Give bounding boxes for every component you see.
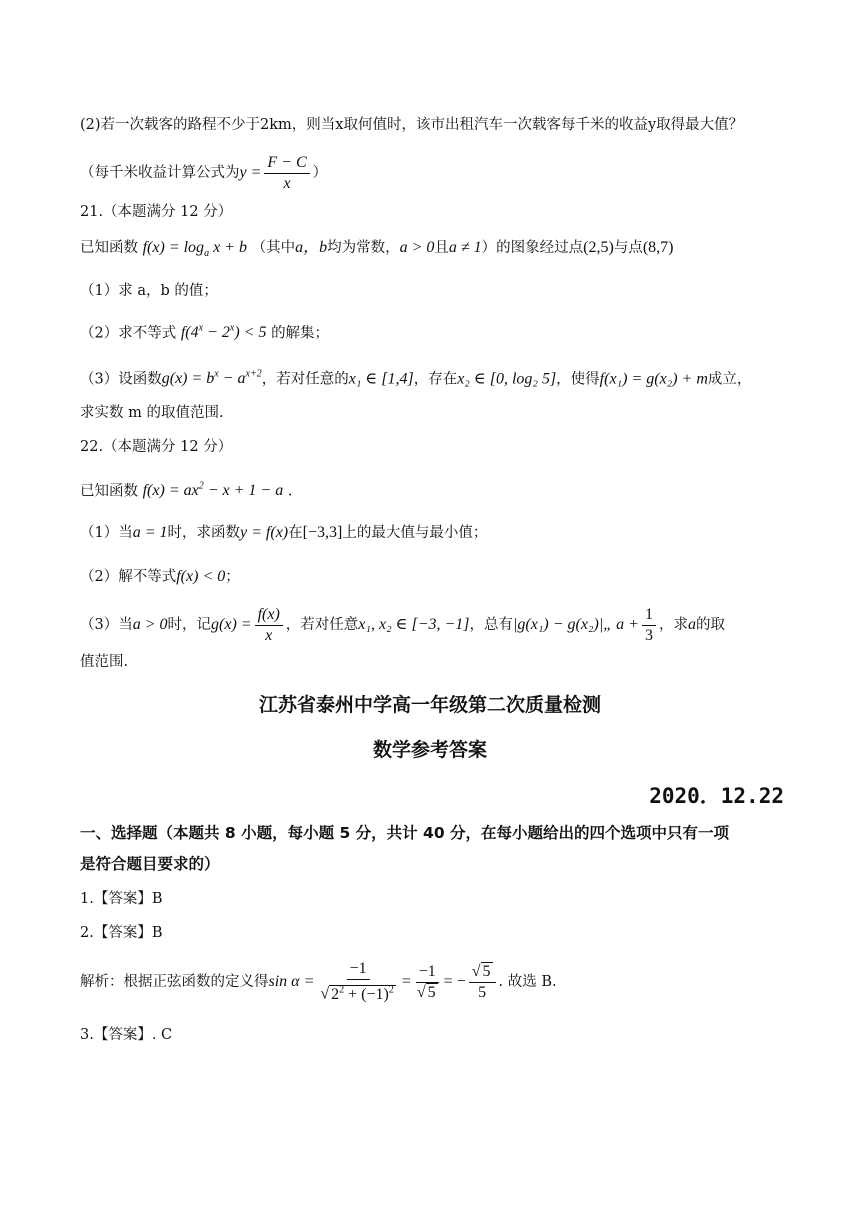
q22-part1 bbox=[80, 522, 788, 544]
answer-2-frac1-base: 2 bbox=[331, 985, 340, 1003]
q22-function-exp: 2 bbox=[198, 481, 204, 492]
q21-inequality-exp2: x bbox=[229, 323, 235, 334]
section-1-heading-line2: 是符合题目要求的） bbox=[80, 855, 220, 873]
q21-part2 bbox=[80, 318, 788, 344]
answer-2-frac2-num: −1 bbox=[416, 962, 439, 983]
q22-g-denominator: x bbox=[265, 626, 273, 644]
q20-fraction-denominator: x bbox=[283, 174, 291, 192]
q22-function bbox=[143, 482, 284, 499]
q21-stem-h: ）的图象经过点 bbox=[481, 240, 584, 256]
q21-inequality-a: f(4 bbox=[180, 324, 199, 342]
q22-part1-e: 在 bbox=[288, 525, 303, 541]
q22-part2 bbox=[80, 566, 788, 588]
answer-2 bbox=[80, 922, 788, 944]
q21-log-base: a bbox=[204, 248, 210, 260]
q22-part1-a: （1）当 bbox=[80, 525, 133, 541]
q21-equation: f(x₁) = g(x₂) + m bbox=[599, 370, 708, 388]
q22-part3-f: x₁, x₂ ∈ [−3, −1] bbox=[358, 616, 470, 633]
answers-title: 江苏省泰州中学高一年级第二次质量检测 bbox=[258, 694, 601, 716]
q20-fraction bbox=[264, 153, 309, 194]
answer-2-text: 2.【答案】B bbox=[80, 925, 163, 941]
answer-2-conclusion: . 故选 B. bbox=[498, 974, 557, 990]
q22-stem-d: . bbox=[287, 483, 293, 500]
q22-part1-d: y = f(x) bbox=[240, 524, 289, 541]
q22-part2-b: f(x) < 0 bbox=[176, 568, 226, 585]
q21-g-exp1: x bbox=[214, 369, 219, 380]
q21-part3-j: 成立， bbox=[707, 371, 752, 388]
answer-3-text: 3.【答案】. C bbox=[80, 1027, 173, 1043]
q20-formula-suffix: ） bbox=[312, 165, 328, 181]
answer-2-fraction-1 bbox=[317, 959, 398, 1004]
answer-2-frac3-den: 5 bbox=[478, 983, 487, 1001]
q22-part3-b: a > 0 bbox=[132, 616, 168, 633]
q22-function-b: − x + 1 − a bbox=[203, 482, 284, 500]
q21-stem-f: 且 bbox=[434, 240, 449, 256]
q22-part3-g: ，总有 bbox=[469, 617, 514, 633]
section-1-heading-line1: 一、选择题（本题共 8 小题，每小题 5 分，共计 40 分，在每小题给出的四个选项中只有一项 bbox=[80, 824, 730, 842]
q22-part3-a: （3）当 bbox=[80, 617, 133, 633]
sqrt-icon: √ bbox=[416, 983, 426, 1001]
q22-part3-l: 值范围. bbox=[80, 654, 129, 670]
q22-part1-b: a = 1 bbox=[132, 524, 168, 541]
answer-2-fraction-3 bbox=[469, 962, 496, 1003]
q21-x1-range: x₁ ∈ [1,4] bbox=[348, 370, 414, 388]
q21-part1-text: （1）求 a，b 的值； bbox=[80, 283, 218, 299]
answers-date: 2020．12.22 bbox=[649, 784, 784, 808]
q22-header-text: 22.（本题满分 12 分） bbox=[80, 439, 233, 455]
q21-g-b: − a bbox=[218, 370, 246, 388]
answer-3 bbox=[80, 1024, 788, 1046]
q21-part2-a: （2）求不等式 bbox=[80, 325, 177, 342]
q21-stem-a: 已知函数 bbox=[80, 240, 138, 256]
q20-part2-text: (2)若一次载客的路程不少于2km，则当x取何值时，该市出租汽车一次载客每千米的收益y取得最大值？ bbox=[80, 117, 744, 133]
answer-2-frac2-den bbox=[414, 983, 441, 1003]
q21-g-a: g(x) = b bbox=[161, 370, 215, 388]
q22-stem-a: 已知函数 bbox=[80, 483, 138, 500]
answer-2-explanation bbox=[80, 954, 788, 1010]
q21-part3-d: ，若对任意的 bbox=[261, 371, 349, 388]
answer-2-exp-a: 解析：根据正弦函数的定义得 bbox=[80, 974, 269, 990]
q21-stem-b: （其中 bbox=[251, 240, 296, 256]
answer-2-equals-neg: = − bbox=[443, 973, 466, 990]
q21-function-head: f(x) = log bbox=[142, 239, 205, 256]
q21-stem-e: a > 0 bbox=[399, 239, 435, 256]
q22-part3-cont bbox=[80, 651, 788, 673]
answer-2-frac1-exp2: 2 bbox=[388, 984, 394, 996]
q22-part3-h: |g(x₁) − g(x₂)|„ a + bbox=[513, 616, 639, 633]
answer-2-frac1-radicand bbox=[329, 985, 396, 1003]
answer-2-frac1-term: + (−1) bbox=[344, 985, 389, 1003]
answer-1 bbox=[80, 888, 788, 910]
q21-part3-cont bbox=[80, 402, 788, 424]
answer-2-equals: = bbox=[401, 973, 411, 990]
q21-point-2: (8,7) bbox=[642, 239, 674, 256]
q21-point-1: (2,5) bbox=[583, 239, 614, 256]
q21-inequality bbox=[181, 324, 267, 341]
q22-part3-e: ，若对任意 bbox=[285, 617, 359, 633]
q22-g-numerator: f(x) bbox=[255, 605, 283, 626]
answer-2-frac3-radicand: 5 bbox=[482, 962, 491, 980]
q21-part3-h: ，使得 bbox=[556, 371, 600, 388]
q22-third-numerator: 1 bbox=[642, 605, 656, 626]
q21-part3-a: （3）设函数 bbox=[80, 371, 162, 388]
q21-stem bbox=[80, 237, 788, 265]
answer-2-sin: sin α = bbox=[268, 973, 315, 990]
q20-formula-prefix: （每千米收益计算公式为 bbox=[80, 165, 240, 181]
q21-part3-f: ，存在 bbox=[413, 371, 458, 388]
q22-part3-c: 时，记 bbox=[167, 617, 212, 633]
q21-header-text: 21.（本题满分 12 分） bbox=[80, 204, 233, 220]
q21-function-tail: x + b bbox=[209, 239, 247, 256]
q22-stem bbox=[80, 476, 788, 502]
q20-formula bbox=[80, 150, 788, 196]
answer-2-frac2-radicand: 5 bbox=[427, 983, 436, 1001]
answer-2-fraction-2 bbox=[414, 962, 441, 1003]
q21-g-exp2: x+2 bbox=[245, 369, 262, 380]
sqrt-icon: √ bbox=[471, 962, 481, 980]
q21-x2-range: x₂ ∈ [0, log₂ 5] bbox=[457, 370, 557, 388]
q22-part2-a: （2）解不等式 bbox=[80, 569, 177, 585]
q22-part3-i: ，求 bbox=[658, 617, 688, 633]
q21-function bbox=[142, 239, 247, 260]
q22-third-fraction bbox=[642, 605, 656, 646]
q21-part3 bbox=[80, 364, 788, 390]
q22-part1-c: 时，求函数 bbox=[167, 525, 241, 541]
q20-part2 bbox=[80, 114, 788, 136]
q21-inequality-exp1: x bbox=[198, 323, 204, 334]
q20-fraction-numerator: F − C bbox=[264, 153, 309, 174]
q21-stem-j: 与点 bbox=[613, 240, 643, 256]
q22-part3-k: 的取 bbox=[695, 617, 725, 633]
q22-part3 bbox=[80, 600, 788, 650]
q21-part2-e: 的解集； bbox=[271, 325, 330, 342]
q22-part1-g: 上的最大值与最小值； bbox=[342, 525, 488, 541]
answer-2-frac1-num: −1 bbox=[347, 959, 370, 980]
q21-part3-k: 求实数 m 的取值范围. bbox=[80, 405, 224, 421]
answer-2-frac1-den bbox=[317, 980, 398, 1004]
q21-header bbox=[80, 201, 788, 223]
q22-header bbox=[80, 436, 788, 458]
q22-part1-interval: [−3,3] bbox=[302, 524, 343, 541]
answer-2-frac3-num bbox=[469, 962, 496, 983]
sqrt-icon: √ bbox=[320, 985, 330, 1003]
q21-g-function bbox=[162, 370, 262, 387]
q22-function-a: f(x) = ax bbox=[142, 482, 199, 500]
q20-formula-lhs: y = bbox=[239, 164, 262, 181]
answers-subtitle: 数学参考答案 bbox=[372, 739, 487, 761]
q21-inequality-b: − 2 bbox=[203, 324, 230, 342]
q21-part1 bbox=[80, 280, 788, 302]
q21-stem-g: a ≠ 1 bbox=[448, 239, 482, 256]
q21-inequality-c: ) < 5 bbox=[234, 324, 267, 342]
q22-part3-j: a bbox=[687, 616, 696, 633]
q22-third-denominator: 3 bbox=[644, 626, 653, 644]
q21-stem-d: 均为常数， bbox=[327, 240, 400, 256]
q22-part2-c: ； bbox=[225, 569, 240, 585]
q22-g-fraction bbox=[255, 605, 283, 646]
answer-1-text: 1.【答案】B bbox=[80, 891, 163, 907]
q22-part3-d: g(x) = bbox=[211, 616, 252, 633]
answer-2-frac1-exp1: 2 bbox=[339, 984, 345, 996]
q21-stem-c: a，b bbox=[295, 239, 328, 256]
